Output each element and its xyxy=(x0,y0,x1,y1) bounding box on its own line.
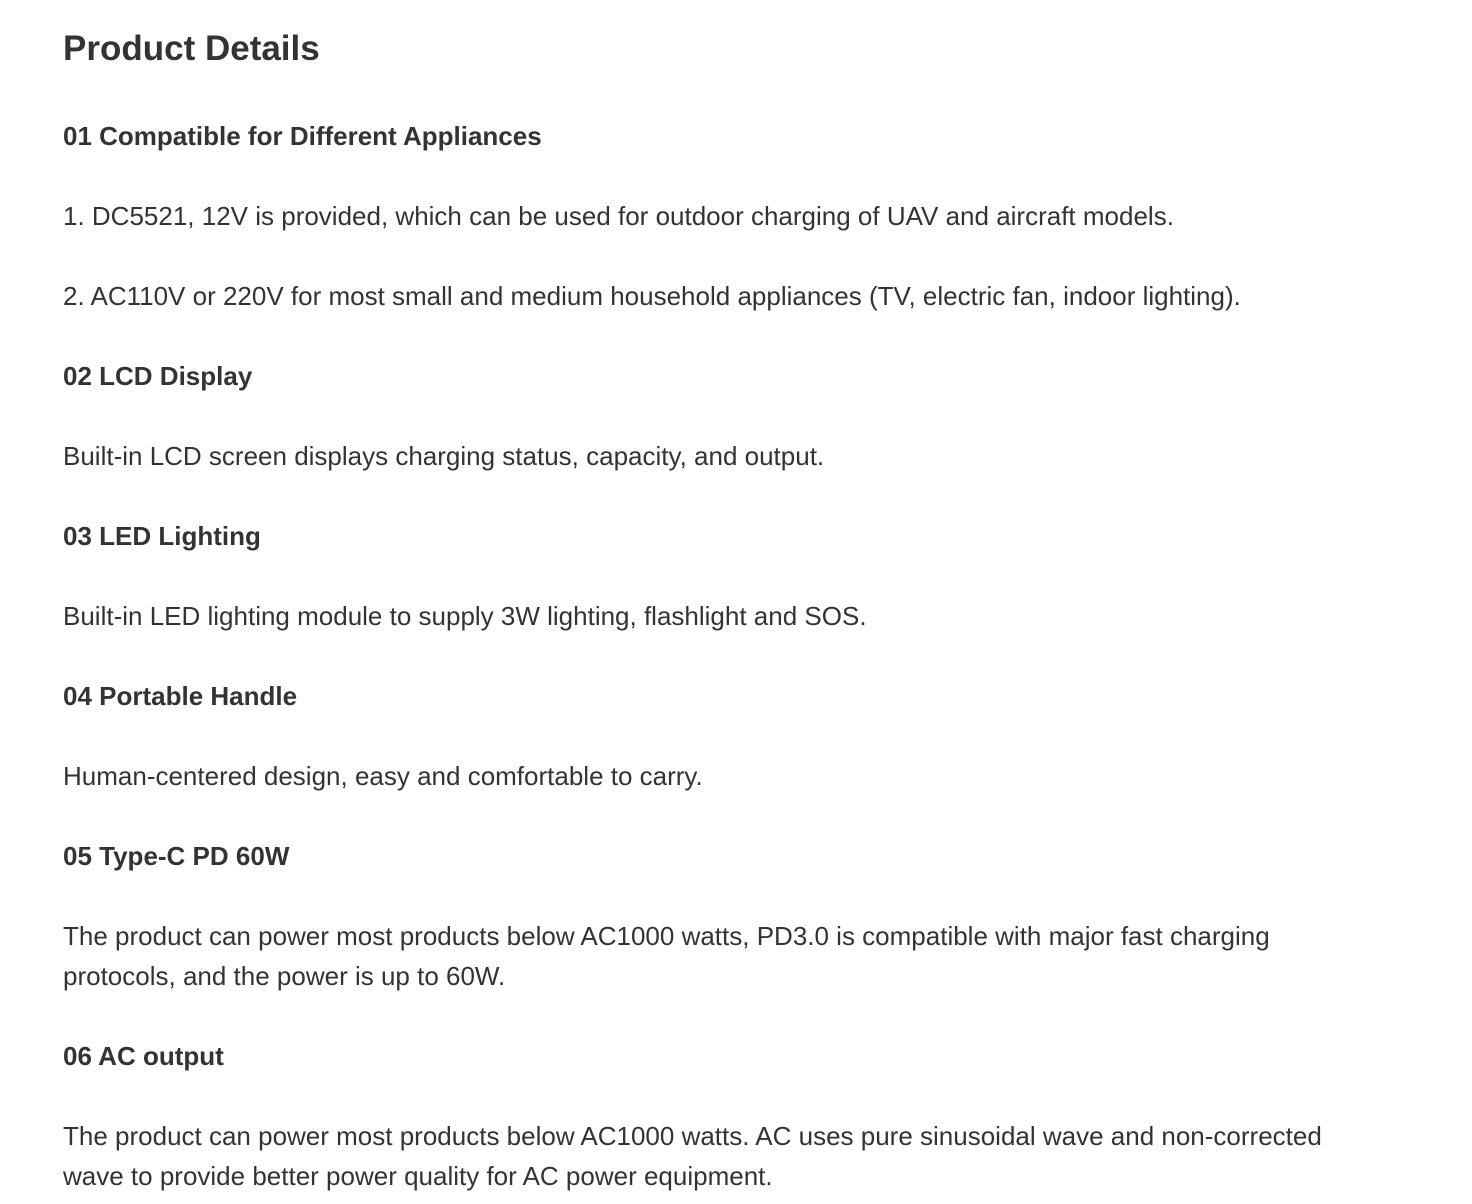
section-lcd-display xyxy=(63,356,1382,516)
section-heading: 06 AC output xyxy=(63,1041,224,1071)
section-paragraph: 2. AC110V or 220V for most small and medium household appliances (TV, electric fan, indoor lighting). xyxy=(63,281,1241,311)
product-details-content xyxy=(63,116,1382,1196)
section-heading: 04 Portable Handle xyxy=(63,681,298,711)
section-paragraph: 1. DC5521, 12V is provided, which can be used for outdoor charging of UAV and aircraft models. xyxy=(63,201,1174,231)
section-paragraph: Human-centered design, easy and comfortable to carry. xyxy=(63,761,703,791)
section-paragraph: The product can power most products below AC1000 watts, PD3.0 is compatible with major fast charging protocols, and the power is up to 60W. xyxy=(63,921,1270,991)
section-heading: 01 Compatible for Different Appliances xyxy=(63,121,542,151)
section-heading: 03 LED Lighting xyxy=(63,521,261,551)
section-paragraph: The product can power most products below AC1000 watts. AC uses pure sinusoidal wave and non-corrected wave to provide better power quality for AC power equipment. xyxy=(63,1121,1322,1191)
section-heading: 05 Type-C PD 60W xyxy=(63,841,290,871)
page-title: Product Details xyxy=(63,29,320,68)
section-heading: 02 LCD Display xyxy=(63,361,253,391)
section-led-lighting xyxy=(63,516,1382,676)
section-ac-output xyxy=(63,1036,1382,1196)
section-paragraph: Built-in LCD screen displays charging status, capacity, and output. xyxy=(63,441,825,471)
section-paragraph: Built-in LED lighting module to supply 3W lighting, flashlight and SOS. xyxy=(63,601,867,631)
section-portable-handle xyxy=(63,676,1382,836)
section-type-c-pd xyxy=(63,836,1382,1036)
section-compatible-appliances xyxy=(63,116,1382,356)
